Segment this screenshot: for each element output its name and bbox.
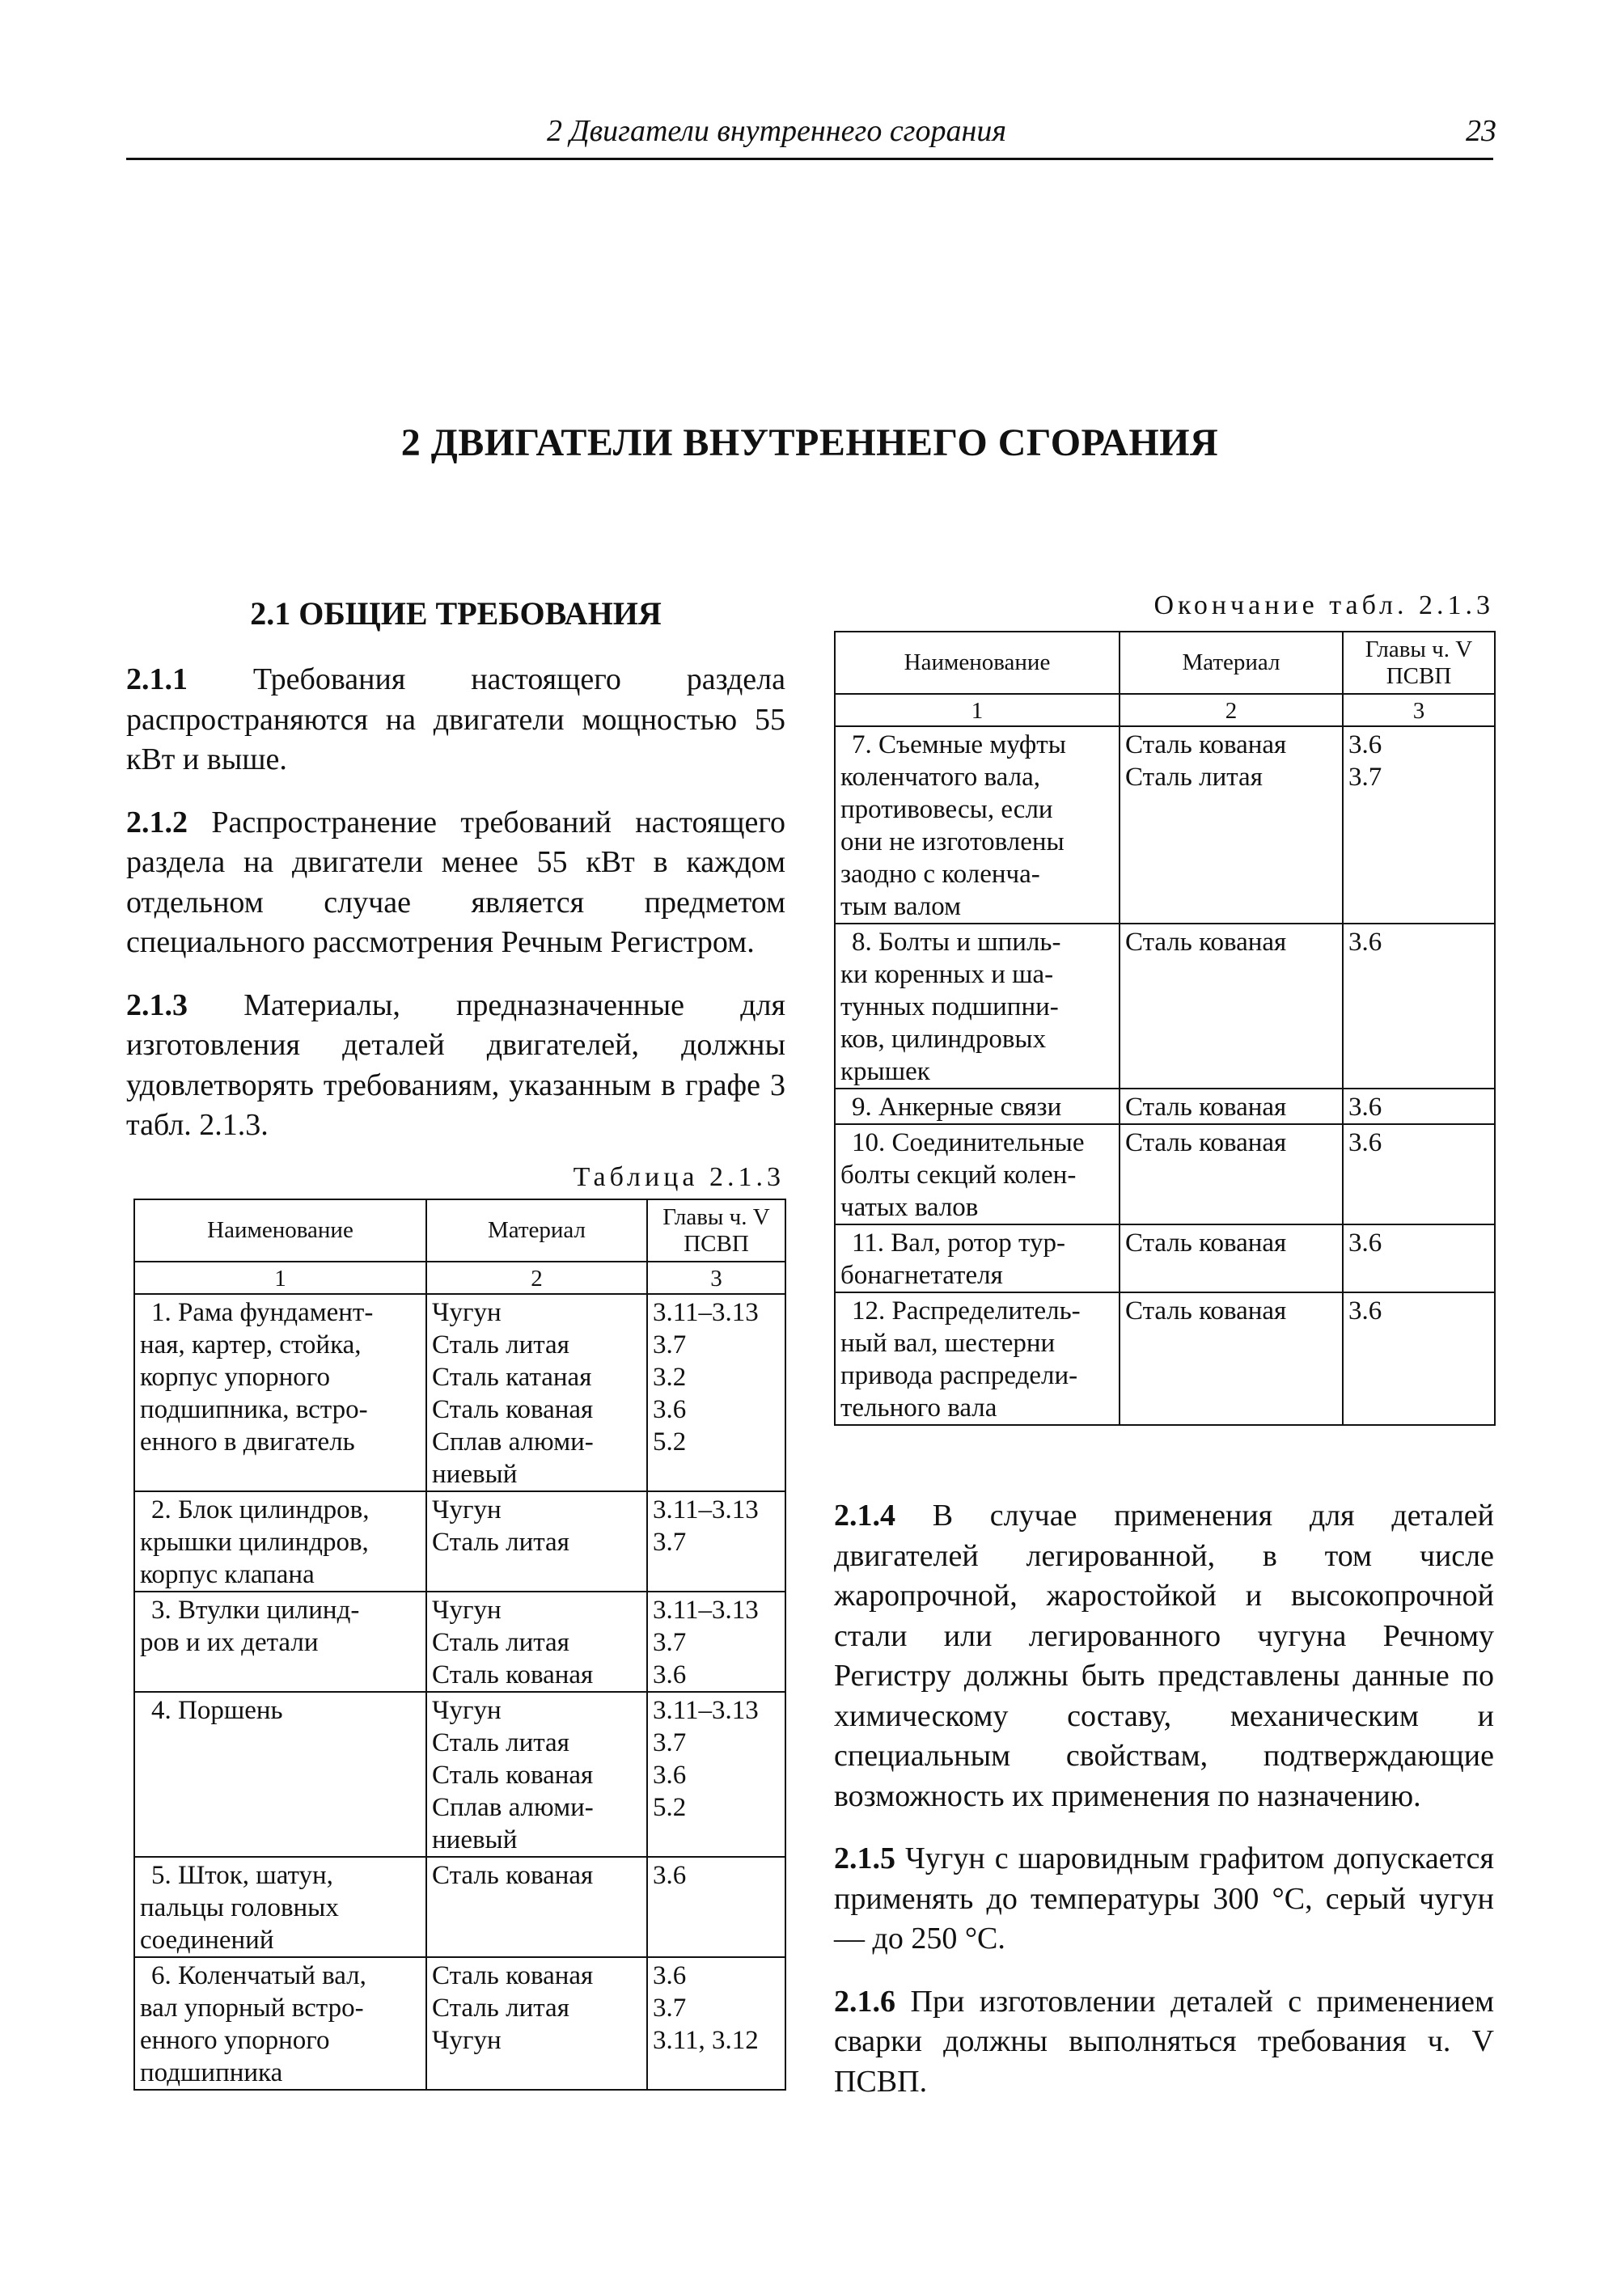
cell-line: 5.2 bbox=[653, 1793, 687, 1822]
material-cell bbox=[426, 1857, 647, 1957]
cell-line: чатых валов bbox=[840, 1193, 979, 1222]
cell-line: Сталь кованая bbox=[432, 1395, 594, 1424]
material-cell bbox=[426, 1957, 647, 2090]
paragraph-2-1-2 bbox=[126, 803, 785, 963]
material-cell bbox=[1120, 924, 1343, 1089]
name-cell bbox=[835, 1224, 1120, 1292]
cell-line: тунных подшипни- bbox=[840, 992, 1059, 1021]
header-material: Материал bbox=[1120, 632, 1343, 694]
col-number: 1 bbox=[134, 1262, 426, 1294]
col-number: 1 bbox=[835, 694, 1120, 726]
paragraph-number: 2.1.4 bbox=[834, 1499, 895, 1533]
table-row bbox=[134, 1491, 785, 1592]
cell-line: 3.7 bbox=[653, 1994, 687, 2023]
table-2-1-3-continuation bbox=[834, 631, 1496, 1426]
cell-line: заодно с коленча- bbox=[840, 860, 1040, 889]
cell-line: 3.11–3.13 bbox=[653, 1298, 759, 1327]
name-cell bbox=[134, 1491, 426, 1592]
cell-line: 3.7 bbox=[1348, 763, 1382, 792]
page-number: 23 bbox=[1466, 114, 1496, 148]
cell-line: 3.6 bbox=[1348, 928, 1382, 957]
cell-line: 11. Вал, ротор тур- bbox=[852, 1228, 1065, 1258]
cell-line: тым валом bbox=[840, 892, 962, 921]
cell-line: пальцы головных bbox=[140, 1893, 339, 1922]
cell-line: ки коренных и ша- bbox=[840, 960, 1054, 989]
table-row bbox=[134, 1857, 785, 1957]
table-body bbox=[134, 1294, 785, 2090]
paragraph-2-1-4 bbox=[834, 1496, 1494, 1816]
table-row bbox=[835, 1124, 1495, 1224]
chapters-cell bbox=[1343, 1124, 1495, 1224]
cell-line: они не изготовлены bbox=[840, 827, 1065, 856]
chapters-cell bbox=[647, 1491, 785, 1592]
paragraph-text: Материалы, предназначенные для изготовления деталей двигателей, должны удовлетворять требованиям, указанным в графе 3 табл. 2.1.3. bbox=[126, 987, 785, 1142]
name-cell bbox=[835, 726, 1120, 924]
cell-line: 3.6 bbox=[1348, 1296, 1382, 1326]
paragraph-number: 2.1.3 bbox=[126, 987, 188, 1022]
cell-line: Сталь кованая bbox=[1125, 730, 1287, 759]
cell-line: 7. Съемные муфты bbox=[852, 730, 1066, 759]
cell-line: 3.6 bbox=[1348, 1228, 1382, 1258]
table-continuation-caption: Окончание табл. 2.1.3 bbox=[1153, 590, 1494, 620]
cell-line: Сталь литая bbox=[432, 1528, 569, 1557]
cell-line: 3.11–3.13 bbox=[653, 1495, 759, 1524]
cell-line: подшипника bbox=[140, 2058, 283, 2087]
table-row bbox=[835, 924, 1495, 1089]
name-cell bbox=[134, 1692, 426, 1857]
paragraph-number: 2.1.5 bbox=[834, 1841, 895, 1875]
cell-line: 3.6 bbox=[1348, 1093, 1382, 1122]
header-chapters-line2: ПСВП bbox=[1386, 662, 1452, 689]
name-cell bbox=[134, 1857, 426, 1957]
material-cell bbox=[1120, 1292, 1343, 1425]
cell-line: 3.6 bbox=[653, 1861, 687, 1890]
table-row bbox=[134, 1294, 785, 1491]
paragraph-text: При изготовлении деталей с применением сварки должны выполняться требования ч. V ПСВП. bbox=[834, 1984, 1494, 2099]
name-cell bbox=[835, 924, 1120, 1089]
cell-line: крышек bbox=[840, 1057, 930, 1086]
cell-line: Сталь кованая bbox=[1125, 1228, 1287, 1258]
name-cell bbox=[134, 1294, 426, 1491]
cell-line: Чугун bbox=[432, 2026, 502, 2055]
name-cell bbox=[134, 1957, 426, 2090]
cell-line: Сталь кованая bbox=[432, 1861, 594, 1890]
cell-line: 3.6 bbox=[653, 1660, 687, 1689]
header-chapters-line1: Главы ч. V bbox=[662, 1203, 770, 1230]
cell-line: корпус упорного bbox=[140, 1363, 330, 1392]
header-rule bbox=[126, 158, 1493, 160]
cell-line: ниевый bbox=[432, 1460, 518, 1489]
cell-line: 4. Поршень bbox=[151, 1696, 283, 1725]
paragraph-text: Требования настоящего раздела распространяются на двигатели мощностью 55 кВт и выше. bbox=[126, 662, 785, 776]
table-caption: Таблица 2.1.3 bbox=[573, 1162, 785, 1192]
cell-line: 3.6 bbox=[653, 1761, 687, 1790]
cell-line: Сталь кованая bbox=[1125, 1093, 1287, 1122]
cell-line: 3.6 bbox=[653, 1961, 687, 1990]
cell-line: 5. Шток, шатун, bbox=[151, 1861, 333, 1890]
cell-line: 6. Коленчатый вал, bbox=[151, 1961, 366, 1990]
material-cell bbox=[1120, 726, 1343, 924]
chapters-cell bbox=[1343, 1224, 1495, 1292]
cell-line: 3.6 bbox=[1348, 730, 1382, 759]
cell-line: ный вал, шестерни bbox=[840, 1329, 1056, 1358]
cell-line: 3.6 bbox=[653, 1395, 687, 1424]
cell-line: 3.7 bbox=[653, 1728, 687, 1757]
cell-line: корпус клапана bbox=[140, 1560, 315, 1589]
name-cell bbox=[835, 1292, 1120, 1425]
material-cell bbox=[1120, 1224, 1343, 1292]
chapters-cell bbox=[647, 1957, 785, 2090]
cell-line: Сплав алюми- bbox=[432, 1427, 594, 1457]
col-number: 3 bbox=[647, 1262, 785, 1294]
table-row bbox=[134, 1592, 785, 1692]
table-row bbox=[835, 1292, 1495, 1425]
table-row bbox=[835, 726, 1495, 924]
paragraph-text: Распространение требований настоящего раздела на двигатели менее 55 кВт в каждом отдельном случае является предметом специального рассмотрения Речным Регистром. bbox=[126, 805, 785, 959]
paragraph-text: Чугун с шаровидным графитом допускается применять до температуры 300 °С, серый чугун — до 250 °С. bbox=[834, 1841, 1495, 1956]
cell-line: ниевый bbox=[432, 1825, 518, 1854]
cell-line: ков, цилиндровых bbox=[840, 1025, 1047, 1054]
header-name: Наименование bbox=[134, 1199, 426, 1262]
paragraph-text: В случае применения для деталей двигателей легированной, в том числе жаропрочной, жаростойкой и высокопрочной стали или легированного чугуна Речному Регистру должны быть представлены данные по химическому составу, механическим и специальным свойствам, подтверждающие возможность их применения по назначению. bbox=[834, 1499, 1495, 1813]
cell-line: Сталь кованая bbox=[432, 1660, 594, 1689]
cell-line: коленчатого вала, bbox=[840, 763, 1040, 792]
header-chapters-line2: ПСВП bbox=[684, 1230, 749, 1257]
cell-line: Сталь литая bbox=[432, 1994, 569, 2023]
cell-line: Сталь литая bbox=[432, 1728, 569, 1757]
cell-line: 12. Распределитель- bbox=[852, 1296, 1081, 1326]
cell-line: 3.6 bbox=[1348, 1128, 1382, 1157]
header-chapters bbox=[1343, 632, 1495, 694]
cell-line: подшипника, встро- bbox=[140, 1395, 368, 1424]
cell-line: Сталь кованая bbox=[1125, 1128, 1287, 1157]
col-number: 3 bbox=[1343, 694, 1495, 726]
cell-line: Сталь кованая bbox=[432, 1761, 594, 1790]
name-cell bbox=[134, 1592, 426, 1692]
cell-line: 3. Втулки цилинд- bbox=[151, 1596, 360, 1625]
material-cell bbox=[1120, 1124, 1343, 1224]
left-column bbox=[126, 594, 785, 1169]
header-material: Материал bbox=[426, 1199, 647, 1262]
material-cell bbox=[1120, 1089, 1343, 1124]
cell-line: Сталь катаная bbox=[432, 1363, 592, 1392]
cell-line: 8. Болты и шпиль- bbox=[852, 928, 1061, 957]
name-cell bbox=[835, 1089, 1120, 1124]
material-cell bbox=[426, 1491, 647, 1592]
cell-line: привода распредели- bbox=[840, 1361, 1078, 1390]
chapters-cell bbox=[647, 1592, 785, 1692]
cell-line: 2. Блок цилиндров, bbox=[151, 1495, 370, 1524]
cell-line: Сталь кованая bbox=[1125, 928, 1287, 957]
cell-line: Сплав алюми- bbox=[432, 1793, 594, 1822]
cell-line: Сталь кованая bbox=[432, 1961, 594, 1990]
table-row bbox=[134, 1692, 785, 1857]
cell-line: вал упорный встро- bbox=[140, 1994, 364, 2023]
cell-line: 3.7 bbox=[653, 1528, 687, 1557]
paragraph-2-1-3 bbox=[126, 986, 785, 1146]
cell-line: 9. Анкерные связи bbox=[852, 1093, 1062, 1122]
cell-line: Сталь литая bbox=[432, 1330, 569, 1359]
cell-line: Чугун bbox=[432, 1495, 502, 1524]
paragraph-2-1-1 bbox=[126, 660, 785, 780]
cell-line: Сталь литая bbox=[1125, 763, 1263, 792]
cell-line: соединений bbox=[140, 1926, 274, 1955]
chapters-cell bbox=[1343, 1089, 1495, 1124]
chapters-cell bbox=[647, 1692, 785, 1857]
right-column bbox=[834, 1496, 1494, 2125]
cell-line: тельного вала bbox=[840, 1393, 997, 1423]
material-cell bbox=[426, 1294, 647, 1491]
cell-line: крышки цилиндров, bbox=[140, 1528, 369, 1557]
table-body bbox=[835, 726, 1495, 1425]
cell-line: Чугун bbox=[432, 1298, 502, 1327]
header-chapters-line1: Главы ч. V bbox=[1365, 636, 1473, 662]
cell-line: 3.11–3.13 bbox=[653, 1596, 759, 1625]
section-title: 2.1 ОБЩИЕ ТРЕБОВАНИЯ bbox=[250, 595, 662, 632]
col-number: 2 bbox=[426, 1262, 647, 1294]
chapters-cell bbox=[647, 1294, 785, 1491]
chapter-title: 2 ДВИГАТЕЛИ ВНУТРЕННЕГО СГОРАНИЯ bbox=[400, 421, 1219, 464]
name-cell bbox=[835, 1124, 1120, 1224]
cell-line: ров и их детали bbox=[140, 1628, 319, 1657]
table-row bbox=[835, 1089, 1495, 1124]
paragraph-number: 2.1.1 bbox=[126, 662, 188, 696]
cell-line: 3.7 bbox=[653, 1628, 687, 1657]
cell-line: Чугун bbox=[432, 1696, 502, 1725]
cell-line: енного в двигатель bbox=[140, 1427, 355, 1457]
paragraph-number: 2.1.2 bbox=[126, 805, 188, 839]
table-row bbox=[134, 1957, 785, 2090]
chapters-cell bbox=[1343, 924, 1495, 1089]
col-number: 2 bbox=[1120, 694, 1343, 726]
cell-line: Чугун bbox=[432, 1596, 502, 1625]
cell-line: енного упорного bbox=[140, 2026, 330, 2055]
running-header-title: 2 Двигатели внутреннего сгорания bbox=[546, 114, 1007, 148]
cell-line: 1. Рама фундамент- bbox=[151, 1298, 374, 1327]
cell-line: Сталь литая bbox=[432, 1628, 569, 1657]
cell-line: 3.2 bbox=[653, 1363, 687, 1392]
cell-line: 3.7 bbox=[653, 1330, 687, 1359]
table-2-1-3 bbox=[133, 1199, 786, 2091]
paragraph-2-1-5 bbox=[834, 1839, 1494, 1960]
header-name: Наименование bbox=[835, 632, 1120, 694]
cell-line: 5.2 bbox=[653, 1427, 687, 1457]
cell-line: Сталь кованая bbox=[1125, 1296, 1287, 1326]
material-cell bbox=[426, 1692, 647, 1857]
header-chapters bbox=[647, 1199, 785, 1262]
cell-line: противовесы, если bbox=[840, 795, 1053, 824]
paragraph-2-1-6 bbox=[834, 1982, 1494, 2103]
chapters-cell bbox=[1343, 726, 1495, 924]
paragraph-number: 2.1.6 bbox=[834, 1984, 895, 2019]
cell-line: бонагнетателя bbox=[840, 1261, 1003, 1290]
chapters-cell bbox=[647, 1857, 785, 1957]
table-row bbox=[835, 1224, 1495, 1292]
cell-line: 10. Соединительные bbox=[852, 1128, 1085, 1157]
cell-line: ная, картер, стойка, bbox=[140, 1330, 362, 1359]
material-cell bbox=[426, 1592, 647, 1692]
cell-line: 3.11, 3.12 bbox=[653, 2026, 759, 2055]
cell-line: болты секций колен- bbox=[840, 1161, 1077, 1190]
cell-line: 3.11–3.13 bbox=[653, 1696, 759, 1725]
chapters-cell bbox=[1343, 1292, 1495, 1425]
